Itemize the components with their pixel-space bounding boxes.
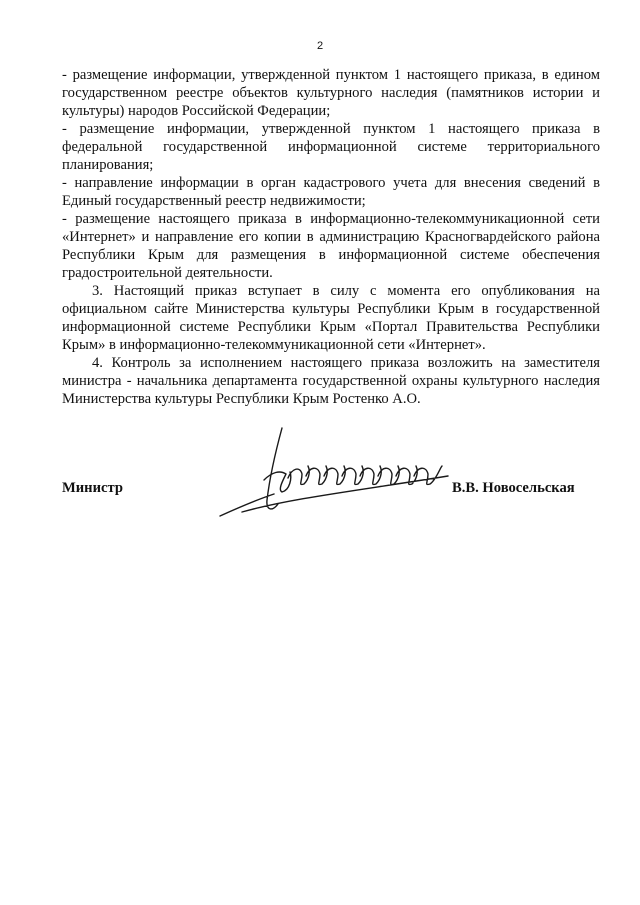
signature-block	[62, 420, 602, 550]
paragraph-bullet-1: - размещение информации, утвержденной пунктом 1 настоящего приказа, в едином государственном реестре объектов культурного наследия (памятников истории и культуры) народов Российской Федерации;	[62, 67, 600, 119]
paragraph-bullet-2: - размещение информации, утвержденной пунктом 1 настоящего приказа в федеральной государственной информационной системе территориального планирования;	[62, 121, 600, 173]
signer-title: Министр	[62, 480, 123, 496]
handwritten-signature	[212, 420, 452, 540]
paragraph-bullet-4: - размещение настоящего приказа в информационно-телекоммуникационной сети «Интернет» и направление его копии в администрацию Красногвардейского района Республики Крым для размещения в информационной системе обеспечения градостроительной деятельности.	[62, 211, 600, 281]
paragraph-bullet-3: - направление информации в орган кадастрового учета для внесения сведений в Единый государственный реестр недвижимости;	[62, 175, 600, 209]
paragraph-item-4: 4. Контроль за исполнением настоящего приказа возложить на заместителя министра - начальника департамента государственной охраны культурного наследия Министерства культуры Республики Крым Ростенко А.О.	[62, 355, 600, 407]
paragraph-item-3: 3. Настоящий приказ вступает в силу с момента его опубликования на официальном сайте Министерства культуры Республики Крым в государственной информационной системе Республики Крым «Портал Правительства Республики Крым» в информационно-телекоммуникационной сети «Интернет».	[62, 283, 600, 353]
signer-name: В.В. Новосельская	[452, 480, 575, 496]
document-body	[62, 66, 600, 408]
page-number: 2	[316, 40, 324, 52]
